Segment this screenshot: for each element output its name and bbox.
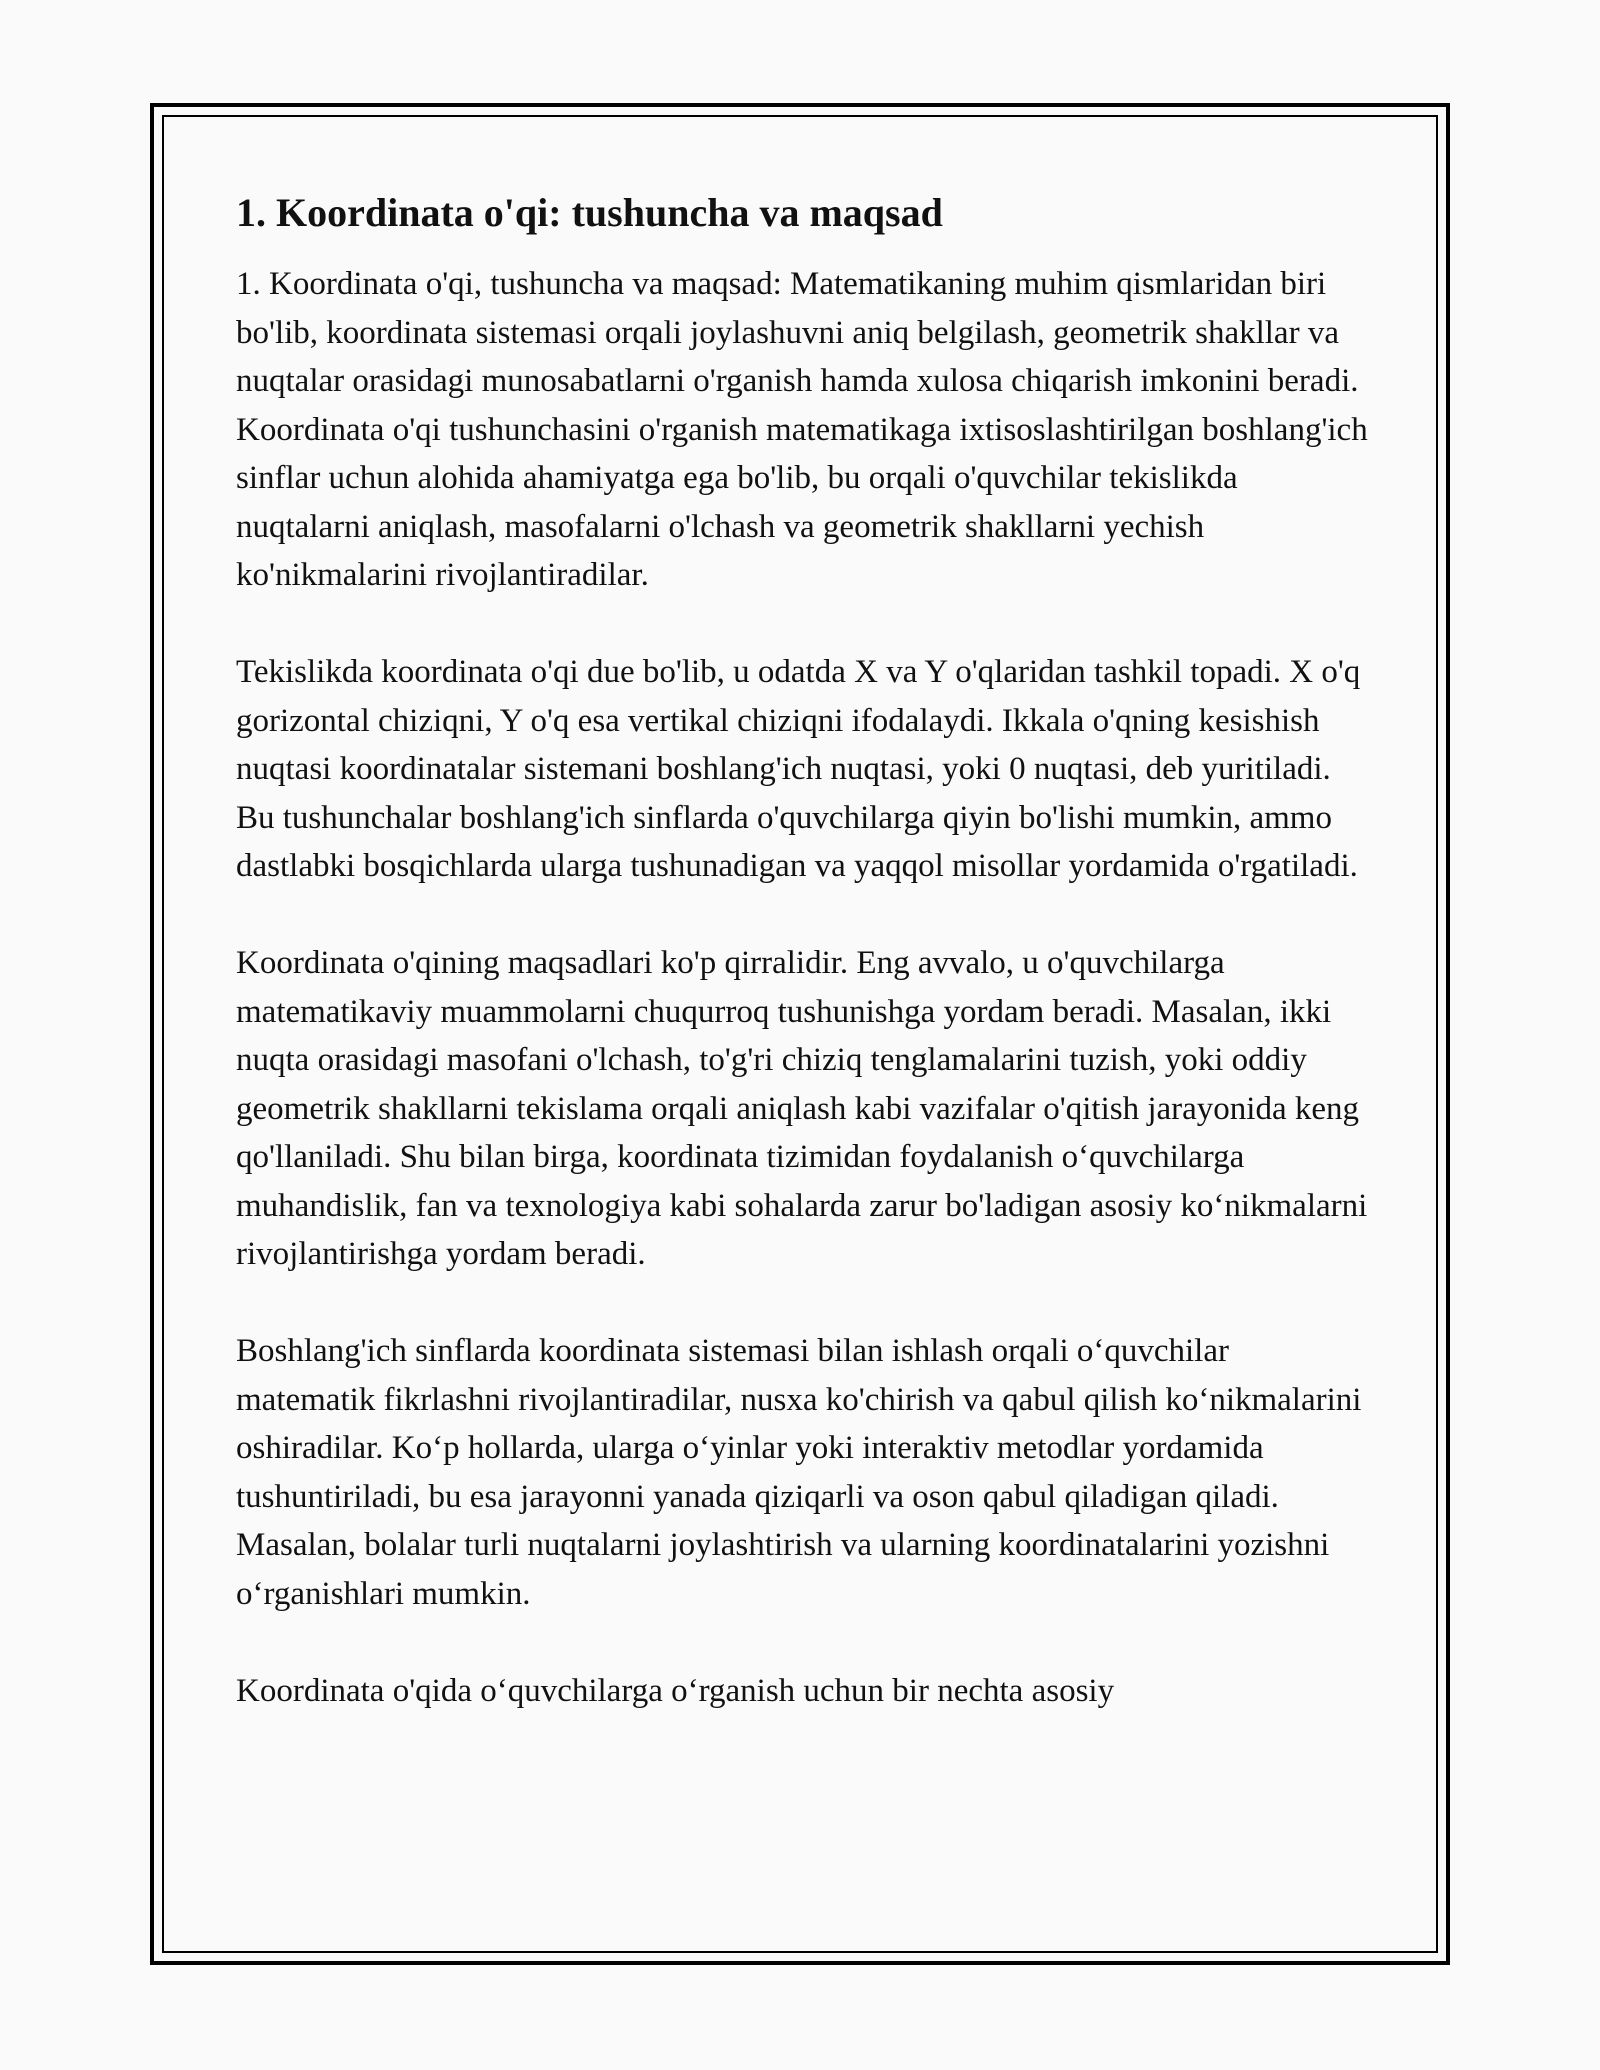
paragraph-5: Koordinata o'qida o‘quvchilarga o‘rganish uchun bir nechta asosiy: [236, 1672, 1115, 1709]
paragraph-2: Tekislikda koordinata o'qi due bo'lib, u odatda X va Y o'qlaridan tashkil topadi. X o'q gorizontal chiziqni, Y o'q esa vertikal chiziqni ifodalaydi. Ikkala o'qning kesishish nuqtasi koordinatalar sistemani boshlang'ich nuqtasi, yoki 0 nuqtasi, deb yuritiladi. Bu tushunchalar boshlang'ich sinflarda o'quvchilarga qiyin bo'lishi mumkin, ammo dastlabki bosqichlarda ularga tushunadigan va yaqqol misollar yordamida o'rgatiladi.: [236, 654, 1361, 884]
paragraph-4: Boshlang'ich sinflarda koordinata sistemasi bilan ishlash orqali o‘quvchilar matematik fikrlashni rivojlantiradilar, nusxa ko'chirish va qabul qilish ko‘nikmalarini oshiradilar. Ko‘p hollarda, ularga o‘yinlar yoki interaktiv metodlar yordamida tushuntiriladi, bu esa jarayonni yanada qiziqarli va oson qabul qiladigan qiladi. Masalan, bolalar turli nuqtalarni joylashtirish va ularning koordinatalarini yozishni o‘rganishlari mumkin.: [236, 1333, 1362, 1612]
section-heading: 1. Koordinata o'qi: tushuncha va maqsad: [236, 190, 943, 235]
document-body: [236, 188, 1376, 1764]
paragraph-3: Koordinata o'qining maqsadlari ko'p qirralidir. Eng avvalo, u o'quvchilarga matematikaviy muammolarni chuqurroq tushunishga yordam beradi. Masalan, ikki nuqta orasidagi masofani o'lchash, to'g'ri chiziq tenglamalarini tuzish, yoki oddiy geometrik shakllarni tekislama orqali aniqlash kabi vazifalar o'qitish jarayonida keng qo'llaniladi. Shu bilan birga, koordinata tizimidan foydalanish o‘quvchilarga muhandislik, fan va texnologiya kabi sohalarda zarur bo'ladigan asosiy ko‘nikmalarni rivojlantirishga yordam beradi.: [236, 945, 1368, 1272]
paragraph-1: 1. Koordinata o'qi, tushuncha va maqsad: Matematikaning muhim qismlaridan biri bo'lib, koordinata sistemasi orqali joylashuvni aniq belgilash, geometrik shakllar va nuqtalar orasidagi munosabatlarni o'rganish hamda xulosa chiqarish imkonini beradi. Koordinata o'qi tushunchasini o'rganish matematikaga ixtisoslashtirilgan boshlang'ich sinflar uchun alohida ahamiyatga ega bo'lib, bu orqali o'quvchilar tekislikda nuqtalarni aniqlash, masofalarni o'lchash va geometrik shakllarni yechish ko'nikmalarini rivojlantiradilar.: [236, 266, 1368, 593]
